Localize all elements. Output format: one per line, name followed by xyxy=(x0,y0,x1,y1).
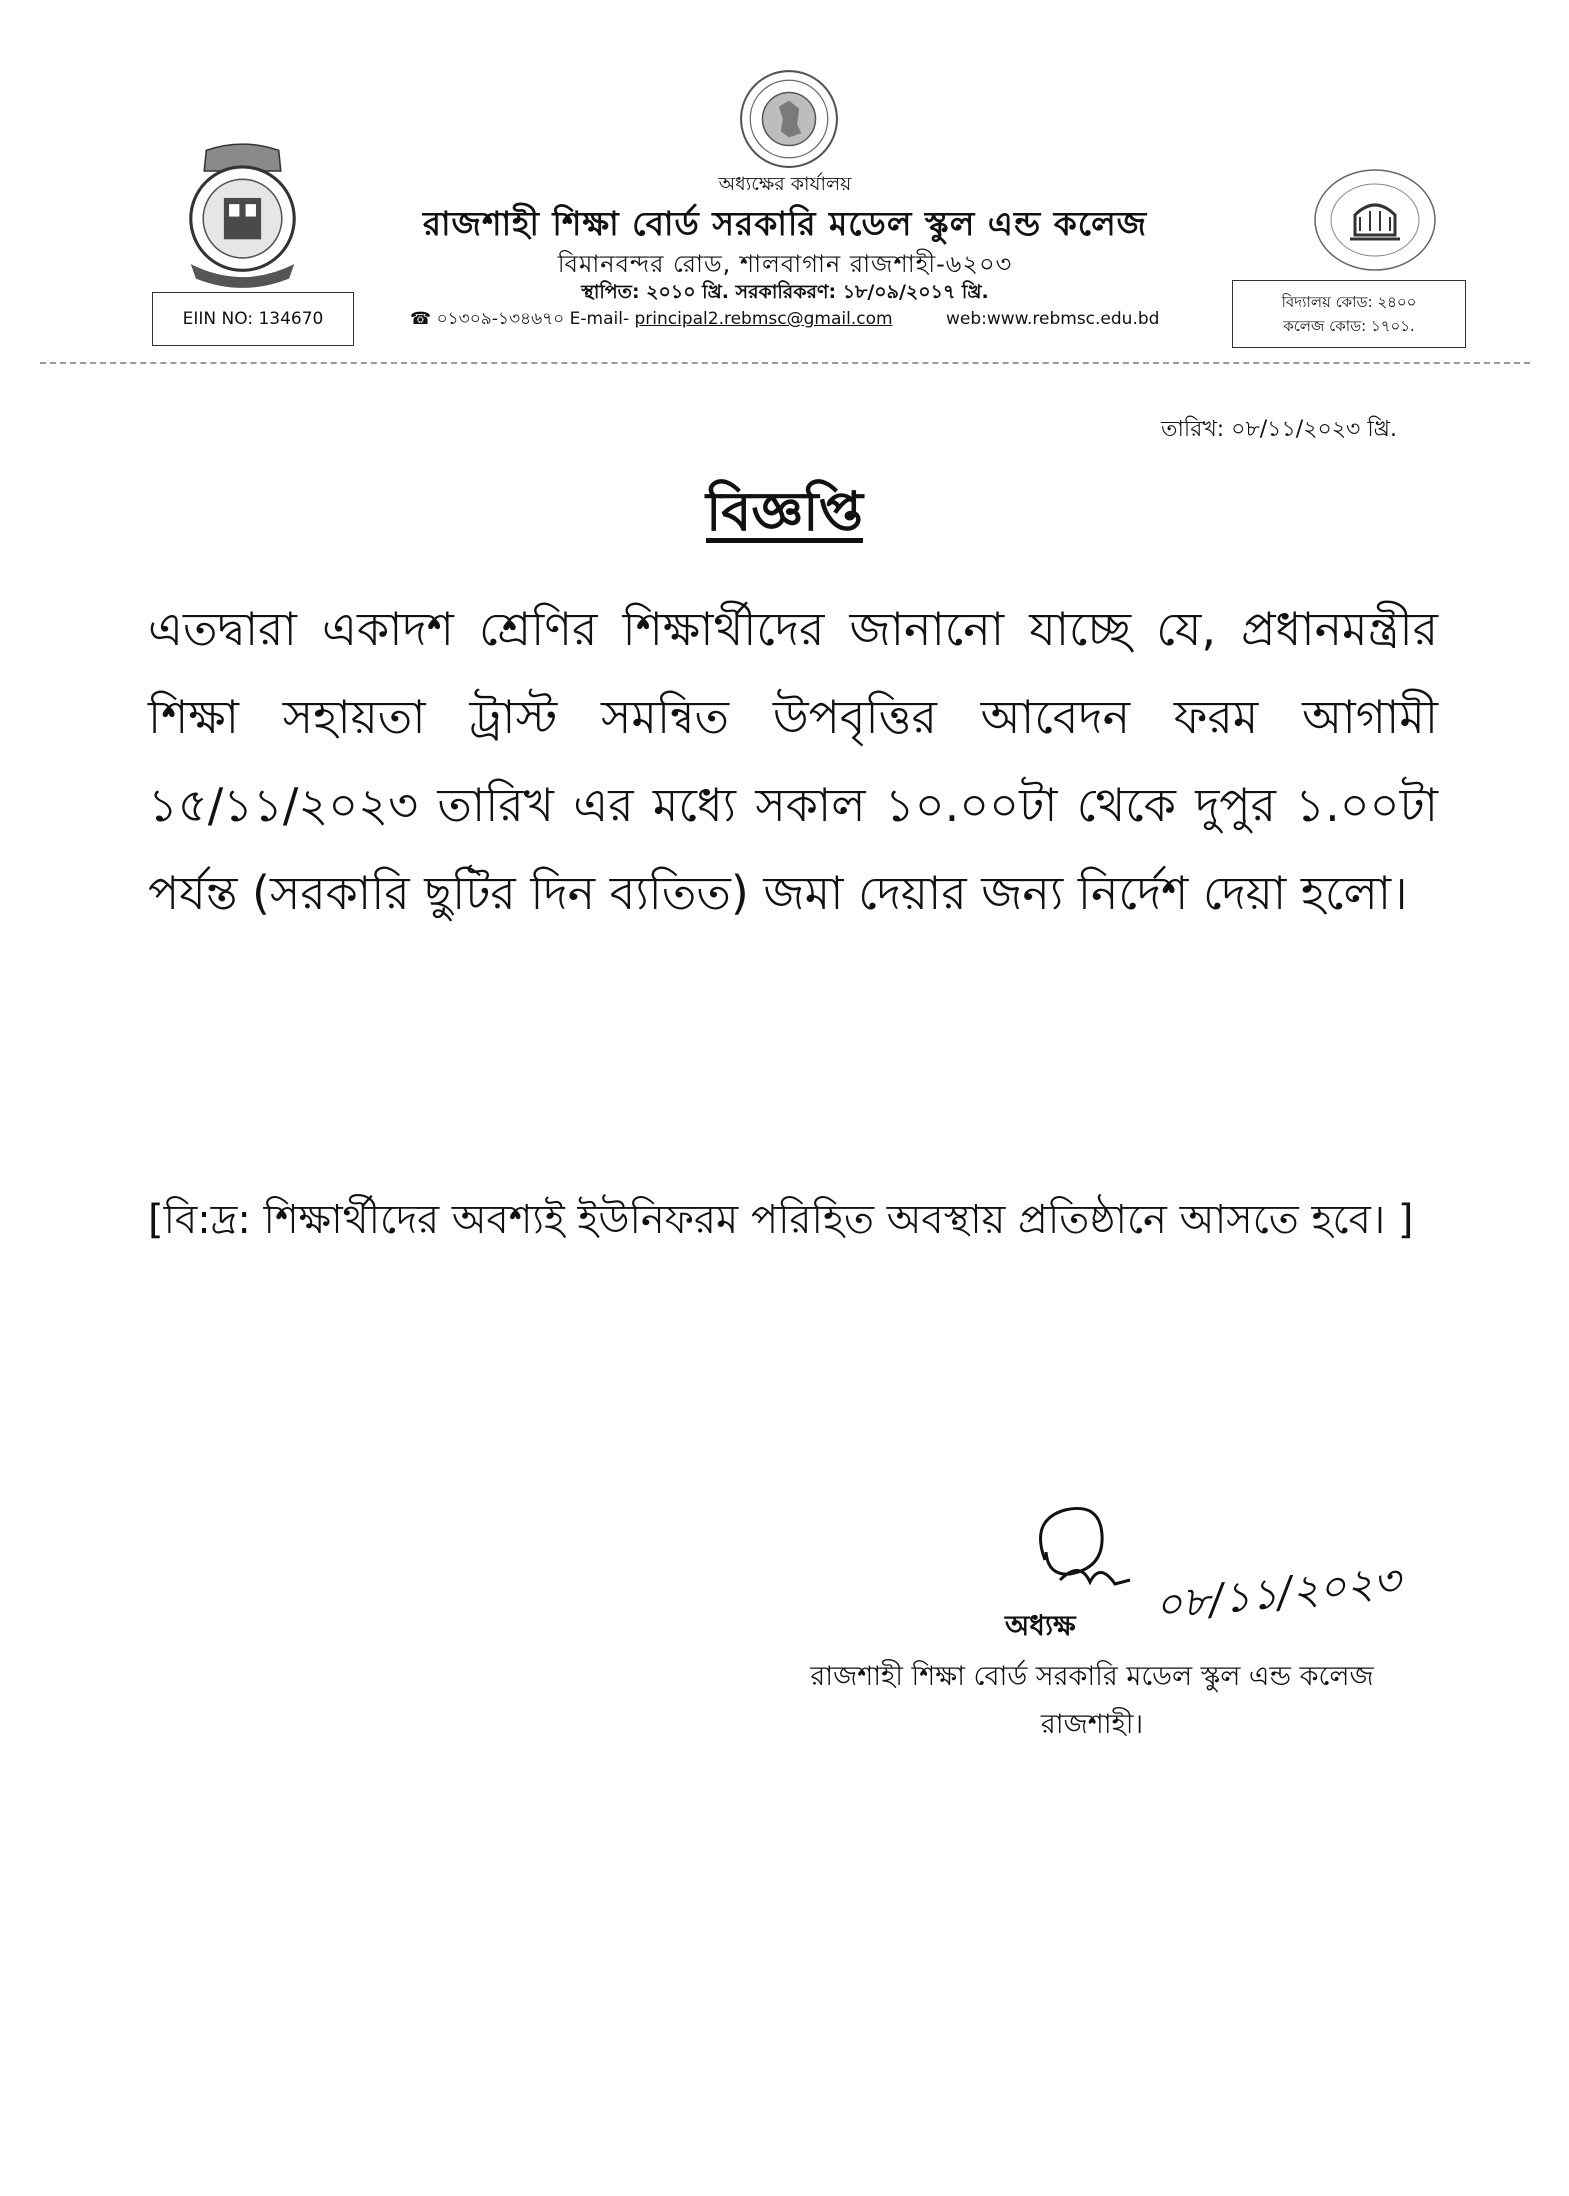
school-code: বিদ্যালয় কোড: ২৪০০ xyxy=(1281,293,1417,311)
signature-date: ০৮/১১/২০২৩ xyxy=(1152,1555,1403,1630)
phone-icon: ☎ xyxy=(410,309,432,329)
school-crest-icon xyxy=(175,140,310,290)
college-code: কলেজ কোড: ১৭০১. xyxy=(1283,317,1415,335)
header-divider xyxy=(40,362,1530,364)
notice-title-text: বিজ্ঞপ্তি xyxy=(705,480,863,543)
signer-city: রাজশাহী। xyxy=(1040,1709,1144,1740)
government-emblem-icon xyxy=(738,68,840,170)
email-label: E-mail- xyxy=(569,309,630,329)
notice-title xyxy=(0,470,1569,560)
signer-institution: রাজশাহী শিক্ষা বোর্ড সরকারি মডেল স্কুল এন্ড কলেজ xyxy=(810,1661,1374,1692)
institution-codes-box xyxy=(1232,280,1466,348)
eiin-box xyxy=(152,292,354,346)
notice-note: [বি:দ্র: শিক্ষার্থীদের অবশ্যই ইউনিফরম পরিহিত অবস্থায় প্রতিষ্ঠানে আসতে হবে। ] xyxy=(148,1197,1414,1243)
signer-title: অধ্যক্ষ xyxy=(1005,1609,1076,1642)
contact-line xyxy=(410,306,1190,334)
phone-number: ০১৩০৯-১৩৪৬৭০ xyxy=(436,309,565,329)
notice-date: তারিখ: ০৮/১১/২০২৩ খ্রি. xyxy=(1161,417,1397,442)
eiin-number: EIIN NO: 134670 xyxy=(182,309,324,329)
office-label: অধ্যক্ষের কার্যালয় xyxy=(718,173,852,195)
institution-name: রাজশাহী শিক্ষা বোর্ড সরকারি মডেল স্কুল এন্ড কলেজ xyxy=(422,204,1148,243)
website-link[interactable]: web:www.rebmsc.edu.bd xyxy=(945,309,1160,329)
notice-body: এতদ্বারা একাদশ শ্রেণির শিক্ষার্থীদের জানানো যাচ্ছে যে, প্রধানমন্ত্রীর শিক্ষা সহায়তা ট্রাস্ট সমন্বিত উপবৃত্তির আবেদন ফরম আগামী ১৫/১১/২০২৩ তারিখ এর মধ্যে সকাল ১০.০০টা থেকে দুপুর ১.০০টা পর্যন্ত (সরকারি ছুটির দিন ব্যতিত) জমা দেয়ার জন্য নির্দেশ দেয়া হলো। xyxy=(148,602,1438,920)
establishment-info: স্থাপিত: ২০১০ খ্রি. সরকারিকরণ: ১৮/০৯/২০১৭ খ্রি. xyxy=(581,281,989,303)
institution-seal-icon xyxy=(1310,165,1440,275)
institution-address: বিমানবন্দর রোড, শালবাগান রাজশাহী-৬২০৩ xyxy=(557,250,1013,278)
email-link[interactable]: principal2.rebmsc@gmail.com xyxy=(634,309,893,329)
principal-signature xyxy=(1020,1490,1410,1630)
